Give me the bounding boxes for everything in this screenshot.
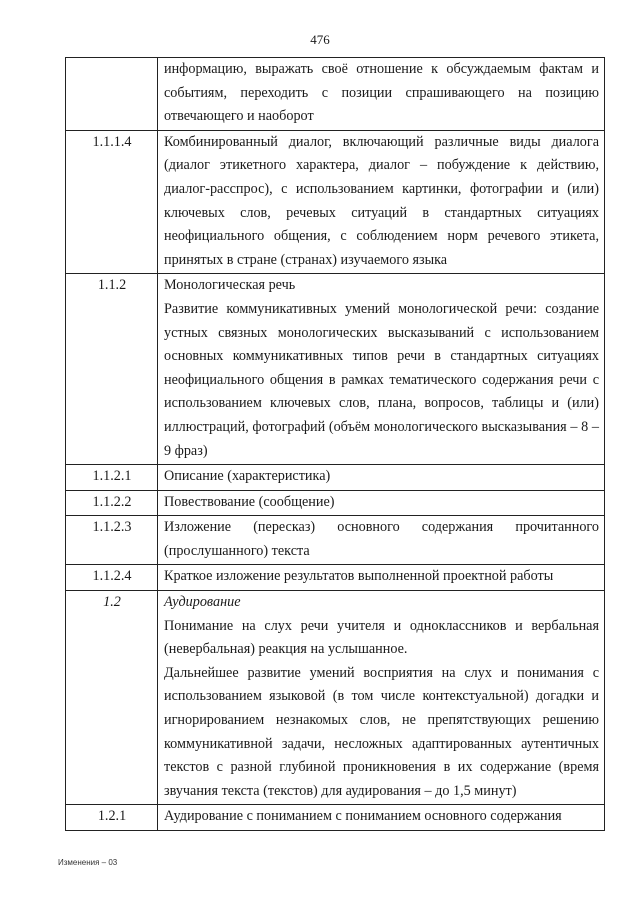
paragraph: информацию, выражать своё отношение к обсуждаемым фактам и событиям, переходить с позиции спрашивающего на позицию отвечающего и наоборот — [164, 61, 599, 125]
paragraph: Описание (характеристика) — [164, 468, 331, 485]
table-row — [66, 58, 605, 131]
table-row — [66, 516, 605, 565]
row-number: 1.1.2.3 — [66, 516, 158, 565]
table-row — [66, 805, 605, 831]
row-number: 1.2 — [66, 591, 158, 805]
paragraph: Комбинированный диалог, включающий различные виды диалога (диалог этикетного характера, диалог – побуждение к действию, диалог-расспрос), с использованием картинки, фотографии и (или) ключевых слов, речевых ситуаций в стандартных ситуациях неофициального общения, с соблюдением норм речевого этикета, принятых в стране (странах) изучаемого языка — [164, 133, 599, 268]
page-number: 476 — [310, 32, 330, 47]
row-number: 1.1.2 — [66, 274, 158, 465]
paragraph: Понимание на слух речи учителя и одноклассников и вербальная (невербальная) реакция на услышанное. — [164, 617, 599, 658]
row-number: 1.2.1 — [66, 805, 158, 831]
paragraph: Изложение (пересказ) основного содержания прочитанного (прослушанного) текста — [164, 519, 599, 559]
footer-revision: Изменения – 03 — [58, 858, 118, 867]
paragraph-heading: Монологическая речь — [164, 277, 296, 294]
paragraph: Краткое изложение результатов выполненной проектной работы — [164, 568, 554, 585]
section-heading: Аудирование — [164, 594, 241, 611]
paragraph: Аудирование с пониманием с пониманием основного содержания — [164, 808, 562, 825]
row-text — [158, 591, 605, 805]
content-table — [65, 57, 605, 831]
row-number: 1.1.1.4 — [66, 130, 158, 274]
table-row — [66, 565, 605, 591]
row-text — [158, 130, 605, 274]
table-row — [66, 490, 605, 516]
table-row — [66, 591, 605, 805]
paragraph: Повествование (сообщение) — [164, 493, 335, 510]
row-number — [66, 58, 158, 131]
table-row — [66, 130, 605, 274]
row-text — [158, 565, 605, 591]
row-text — [158, 516, 605, 565]
table-row — [66, 274, 605, 465]
row-text — [158, 805, 605, 831]
paragraph: Развитие коммуникативных умений монологической речи: создание устных связных монологических высказываний с использованием основных коммуникативных типов речи в стандартных ситуациях неофициального общения в рамках тематического содержания речи с использованием ключевых слов, плана, вопросов, таблицы и (или) иллюстраций, фотографий (объём монологического высказывания – 8 – 9 фраз) — [164, 300, 599, 459]
paragraph: Дальнейшее развитие умений восприятия на слух и понимания с использованием языковой (в том числе контекстуальной) догадки и игнорированием незнакомых слов, не препятствующих решению коммуникативной задачи, несложных адаптированных аутентичных текстов с разной глубиной проникновения в их содержание (время звучания текста (текстов) для аудирования – до 1,5 минут) — [164, 664, 599, 799]
row-number: 1.1.2.2 — [66, 490, 158, 516]
row-text — [158, 58, 605, 131]
row-text — [158, 274, 605, 465]
row-text — [158, 465, 605, 491]
row-text — [158, 490, 605, 516]
table-row — [66, 465, 605, 491]
row-number: 1.1.2.4 — [66, 565, 158, 591]
row-number: 1.1.2.1 — [66, 465, 158, 491]
